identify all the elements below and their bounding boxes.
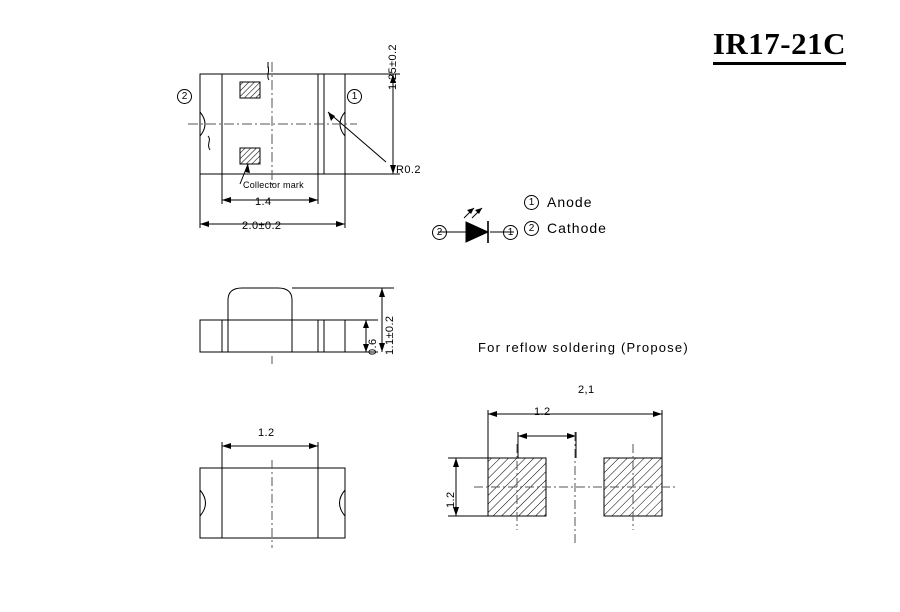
pin-1-marker-top-view: 1 (347, 89, 362, 104)
symbol-pin-1-marker: 1 (503, 225, 518, 240)
pin-2-marker-top-view: 2 (177, 89, 192, 104)
footprint-graphic (430, 392, 700, 577)
legend-item-cathode (524, 220, 607, 236)
symbol-pin-2-marker: 2 (432, 225, 447, 240)
page-title: IR17-21C (713, 28, 846, 65)
top-view-radius-dim: R0.2 (396, 164, 421, 176)
footprint-overall-dim: 2,1 (578, 384, 595, 396)
top-view-total-width-dim: 2.0±0.2 (242, 220, 282, 232)
collector-mark-label: Collector mark (243, 180, 304, 190)
footprint-view (430, 392, 700, 577)
reflow-caption: For reflow soldering (Propose) (478, 340, 689, 355)
legend (524, 194, 607, 236)
top-view (200, 74, 420, 244)
top-view-height-dim: 1.25±0.2 (387, 44, 399, 90)
footprint-pad-height-dim: 1.2 (445, 491, 457, 508)
footprint-pitch-dim: 1.2 (534, 406, 551, 418)
side-view-body-height-dim: 0.6 (367, 338, 379, 355)
bottom-view-graphic (200, 420, 420, 550)
side-view-total-height-dim: 1.1±0.2 (384, 315, 396, 355)
bottom-view-pad-width-dim: 1.2 (258, 427, 275, 439)
bottom-view (200, 420, 420, 550)
legend-marker-1: 1 (524, 195, 539, 210)
legend-item-anode (524, 194, 607, 210)
legend-marker-2: 2 (524, 221, 539, 236)
legend-label-anode: Anode (547, 194, 593, 210)
top-view-inner-width-dim: 1.4 (255, 196, 272, 208)
legend-label-cathode: Cathode (547, 220, 607, 236)
